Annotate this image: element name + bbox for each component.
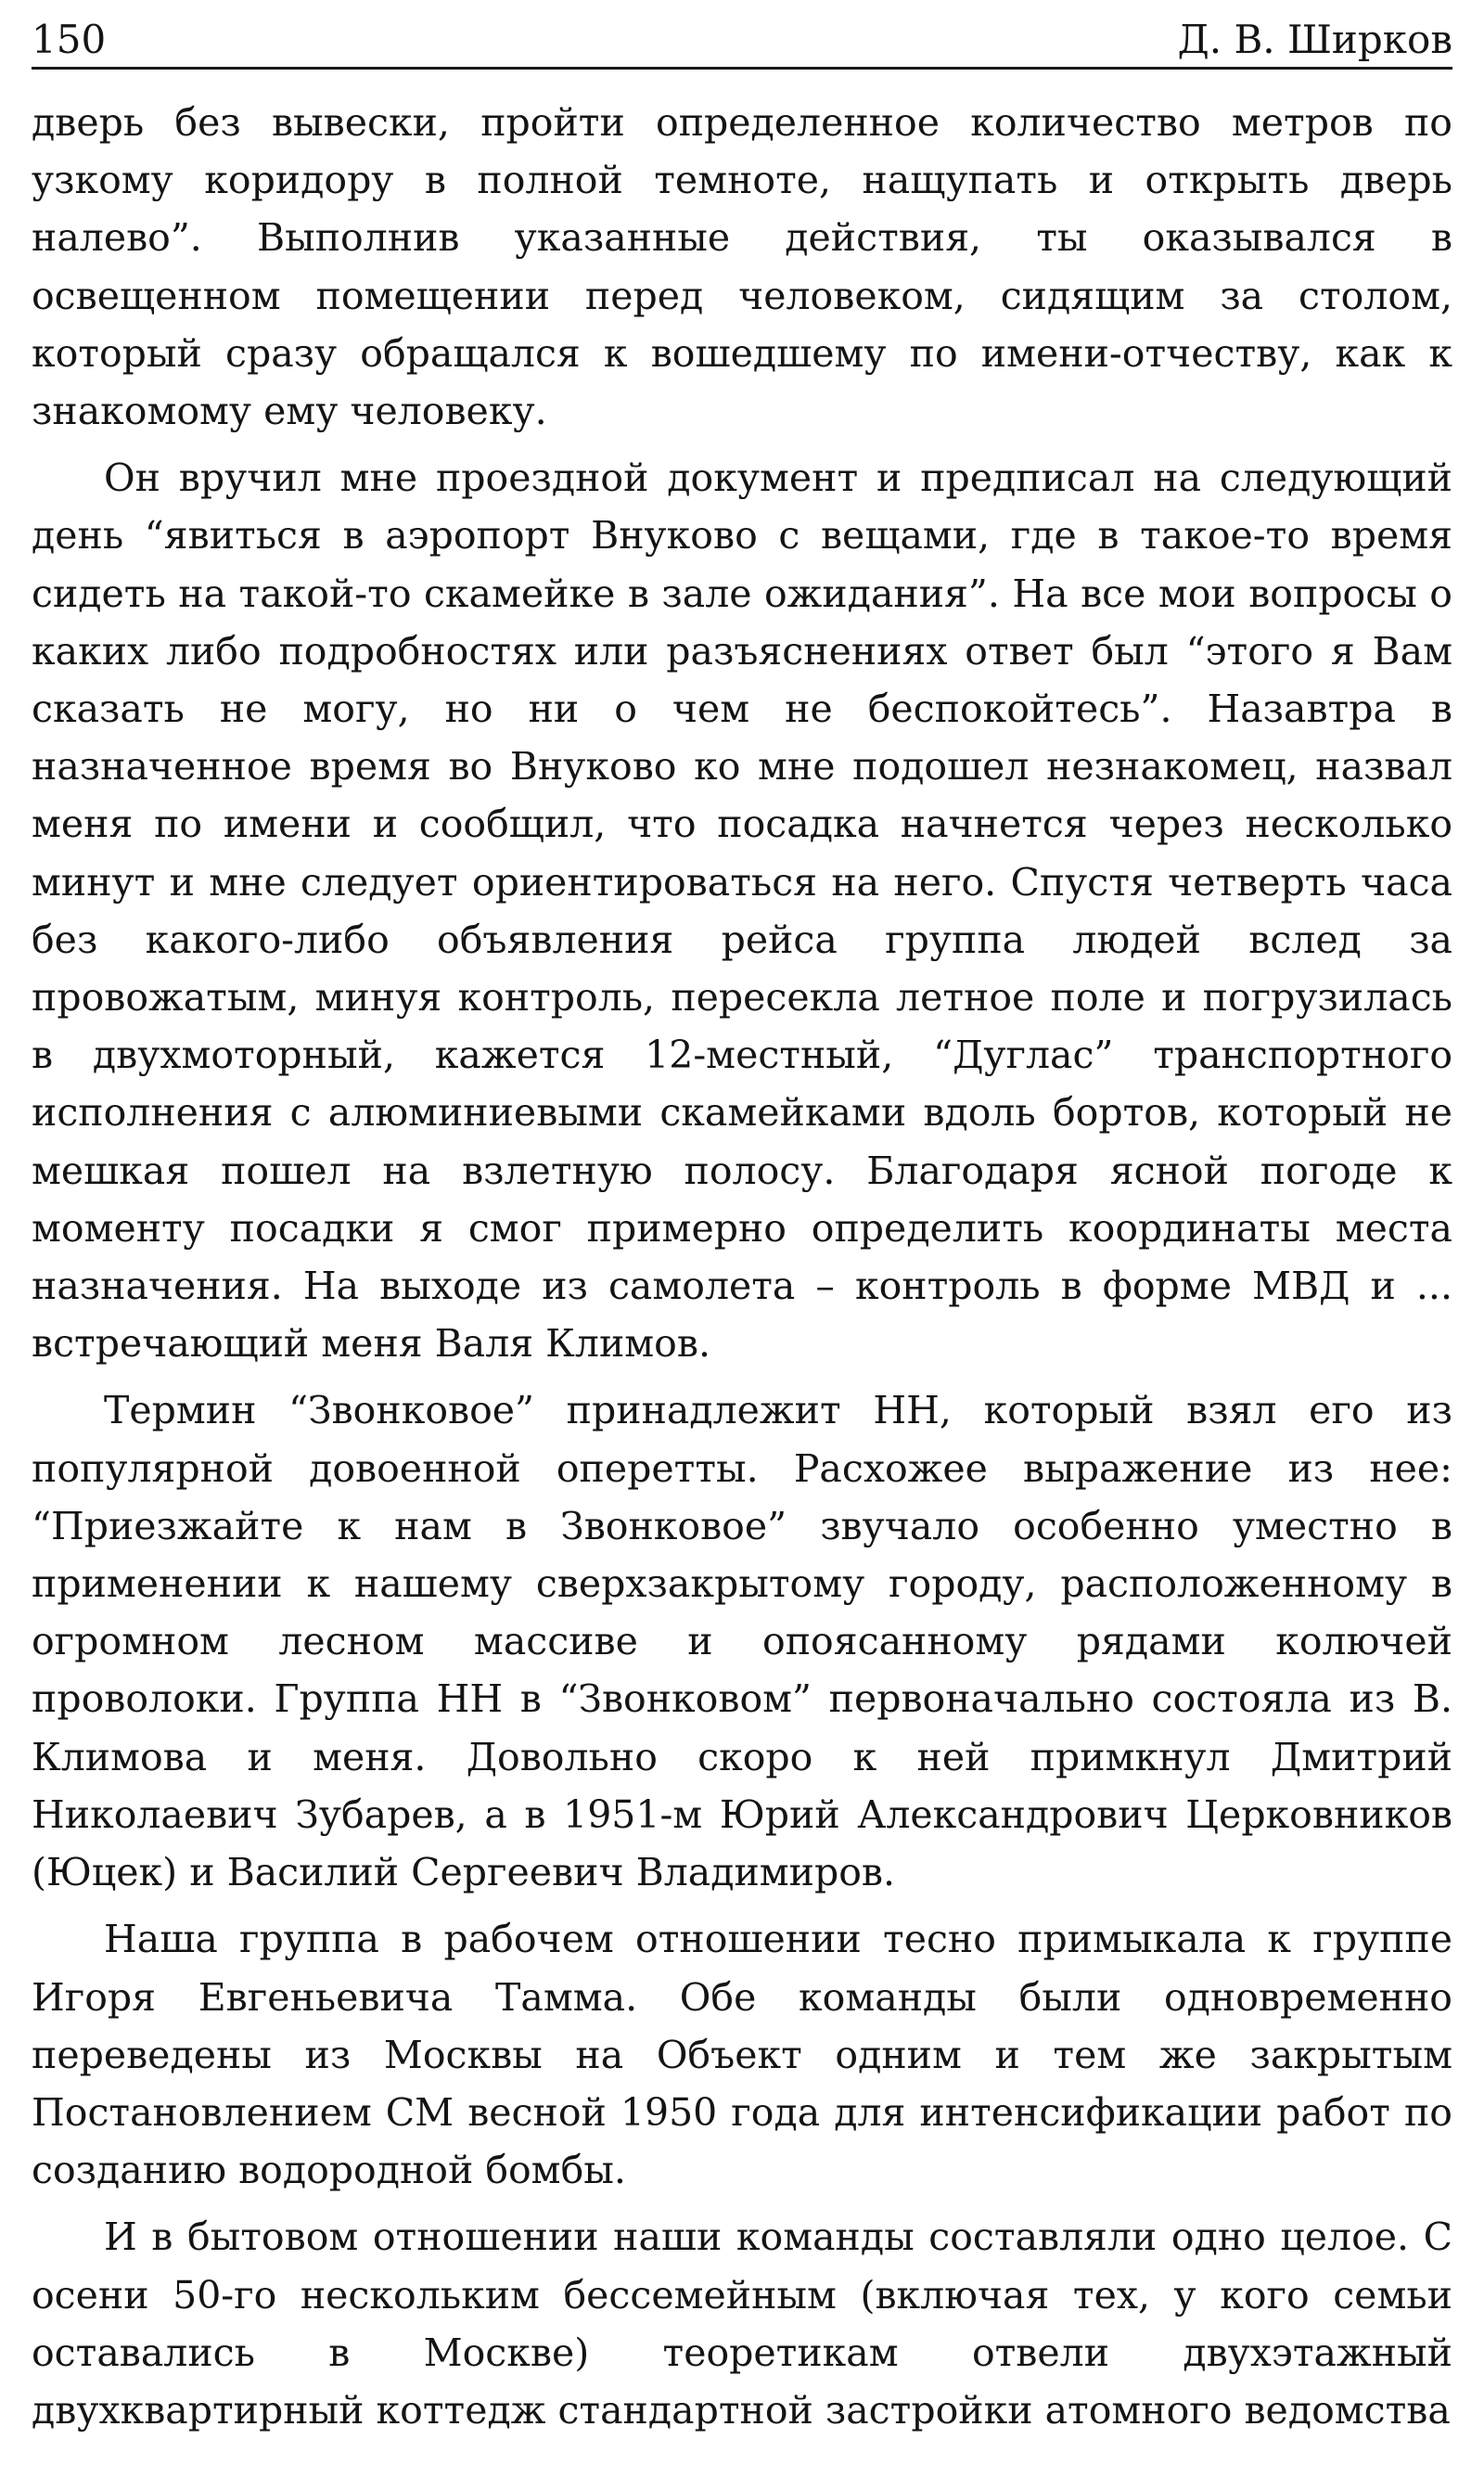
book-page bbox=[32, 0, 1452, 2478]
paragraph-1: дверь без вывески, пройти определенное количество метров по узкому коридору в полной темноте, нащупать и открыть дверь налево”. Выполнив указанные действия, ты оказывался в освещенном помещении перед человеком, сидящим за столом, который сразу обращался к вошедшему по имени-отчеству, как к знакомому ему человеку. bbox=[32, 100, 1452, 434]
running-head-author: Д. В. Ширков bbox=[1177, 17, 1452, 62]
paragraph-3: Термин “Звонковое” принадлежит НН, который взял его из популярной довоенной оперетты. Расхожее выражение из нее: “Приезжайте к нам в Звонковое” звучало особенно уместно в применении к нашему сверхзакрытому городу, расположенному в огромном лесном массиве и опоясанному рядами колючей проволоки. Группа НН в “Звонковом” первоначально состояла из В. Климова и меня. Довольно скоро к ней примкнул Дмитрий Николаевич Зубарев, а в 1951-м Юрий Александрович Церковников (Юцек) и Василий Сергеевич Владимиров. bbox=[32, 1388, 1452, 1895]
running-head bbox=[32, 0, 1452, 70]
paragraph-2: Он вручил мне проездной документ и предписал на следующий день “явиться в аэропорт Внуково с вещами, где в такое-то время сидеть на такой-то скамейке в зале ожидания”. На все мои вопросы о каких либо подробностях или разъяснениях ответ был “этого я Вам сказать не могу, но ни о чем не беспокойтесь”. Назавтра в назначенное время во Внуково ко мне подошел незнакомец, назвал меня по имени и сообщил, что посадка начнется через несколько минут и мне следует ориентироваться на него. Спустя четверть часа без какого-либо объявления рейса группа людей вслед за провожатым, минуя контроль, пересекла летное поле и погрузилась в двухмоторный, кажется 12-местный, “Дуглас” транспортного исполнения с алюминиевыми скамейками вдоль бортов, который не мешкая пошел на взлетную полосу. Благодаря ясной погоде к моменту посадки я смог примерно определить координаты места назначения. На выходе из самолета – контроль в форме МВД и ... встречающий меня Валя Климов. bbox=[32, 456, 1452, 1367]
page-number: 150 bbox=[32, 17, 107, 62]
paragraph-4: Наша группа в рабочем отношении тесно примыкала к группе Игоря Евгеньевича Тамма. Обе команды были одновременно переведены из Москвы на Объект одним и тем же закрытым Постановлением СМ весной 1950 года для интенсификации работ по созданию водородной бомбы. bbox=[32, 1917, 1452, 2193]
paragraph-5: И в бытовом отношении наши команды составляли одно целое. С осени 50-го нескольким бессемейным (включая тех, у кого семьи оставались в Москве) теоретикам отвели двухэтажный двухквартирный коттедж стандартной застройки атомного ведомства bbox=[32, 2215, 1452, 2433]
body-text bbox=[32, 94, 1452, 2439]
